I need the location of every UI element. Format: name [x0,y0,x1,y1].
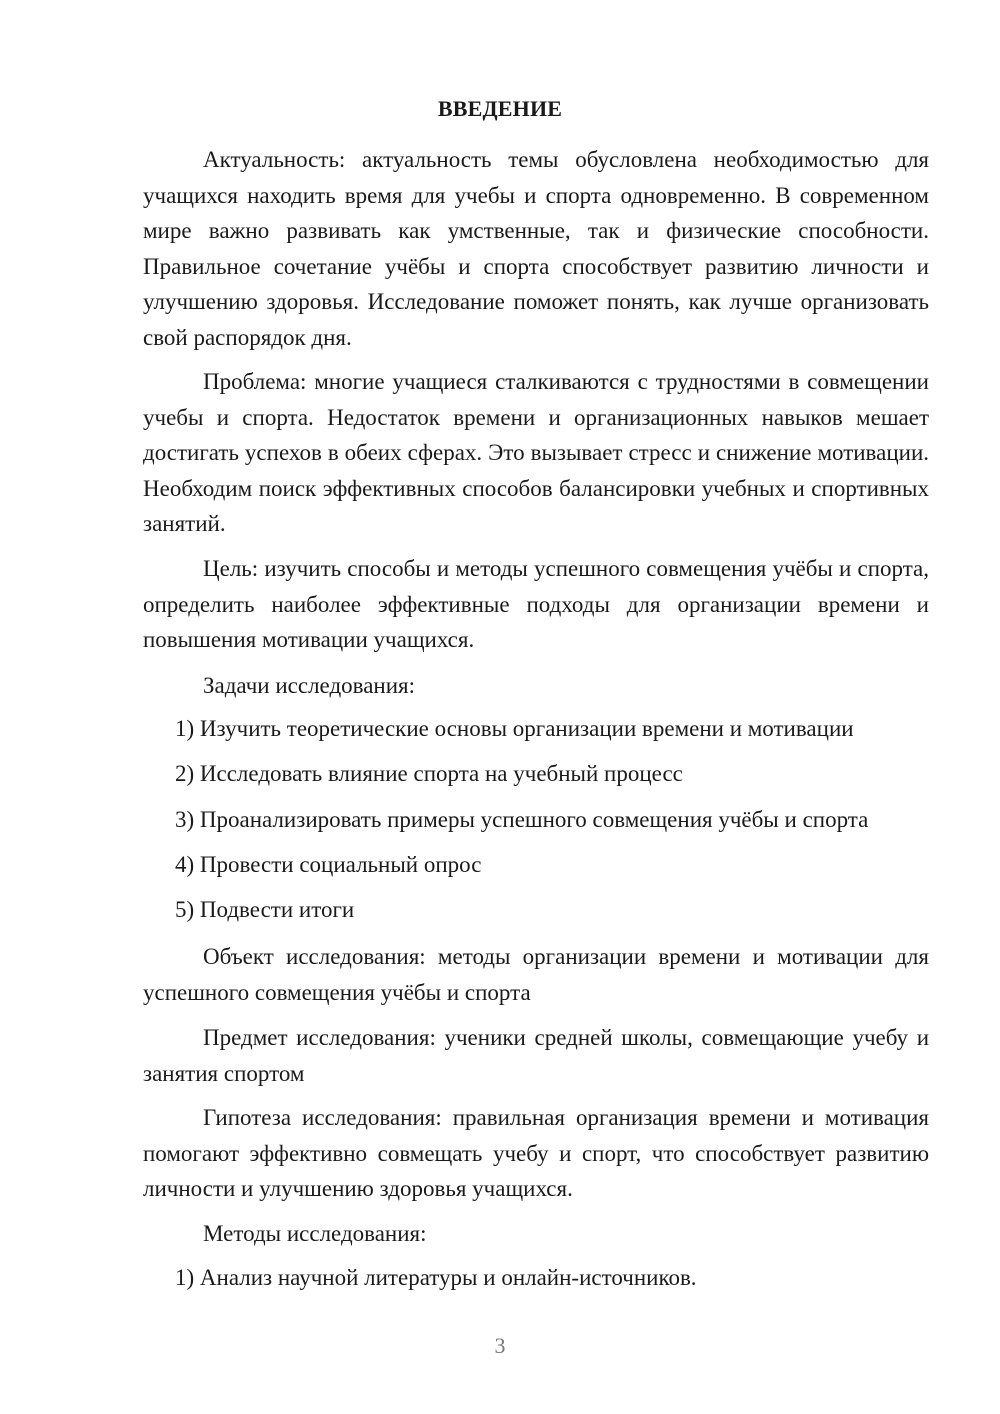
task-item: 2) Исследовать влияние спорта на учебный процесс [175,761,683,786]
tasks-heading: Задачи исследования: [203,673,416,698]
page-number: 3 [494,1333,506,1358]
paragraph-relevance: Актуальность: актуальность темы обусловлена необходимостью для учащихся находить время для учебы и спорта одновременно. В современном мире важно развивать как умственные, так и физические способности. Правильное сочетание учёбы и спорта способствует развитию личности и улучшению здоровья. Исследование поможет понять, как лучше организовать свой распорядок дня. [143,147,929,350]
methods-heading: Методы исследования: [203,1221,427,1246]
paragraph-goal: Цель: изучить способы и методы успешного совмещения учёбы и спорта, определить наиболее эффективные подходы для организации времени и повышения мотивации учащихся. [143,556,929,652]
method-item: 1) Анализ научной литературы и онлайн-источников. [175,1265,697,1290]
paragraph-object: Объект исследования: методы организации времени и мотивации для успешного совмещения учёбы и спорта [143,944,929,1005]
task-item: 3) Проанализировать примеры успешного совмещения учёбы и спорта [175,807,869,832]
task-item: 5) Подвести итоги [175,897,355,922]
paragraph-subject: Предмет исследования: ученики средней школы, совмещающие учебу и занятия спортом [143,1025,929,1086]
task-item: 1) Изучить теоретические основы организации времени и мотивации [175,716,854,741]
paragraph-problem: Проблема: многие учащиеся сталкиваются с трудностями в совмещении учебы и спорта. Недостаток времени и организационных навыков мешает достигать успехов в обеих сферах. Это вызывает стресс и снижение мотивации. Необходим поиск эффективных способов балансировки учебных и спортивных занятий. [143,369,929,536]
task-item: 4) Провести социальный опрос [175,852,482,877]
paragraph-hypothesis: Гипотеза исследования: правильная организация времени и мотивация помогают эффективно совмещать учебу и спорт, что способствует развитию личности и улучшению здоровья учащихся. [143,1105,929,1201]
page-title: ВВЕДЕНИЕ [437,96,563,121]
